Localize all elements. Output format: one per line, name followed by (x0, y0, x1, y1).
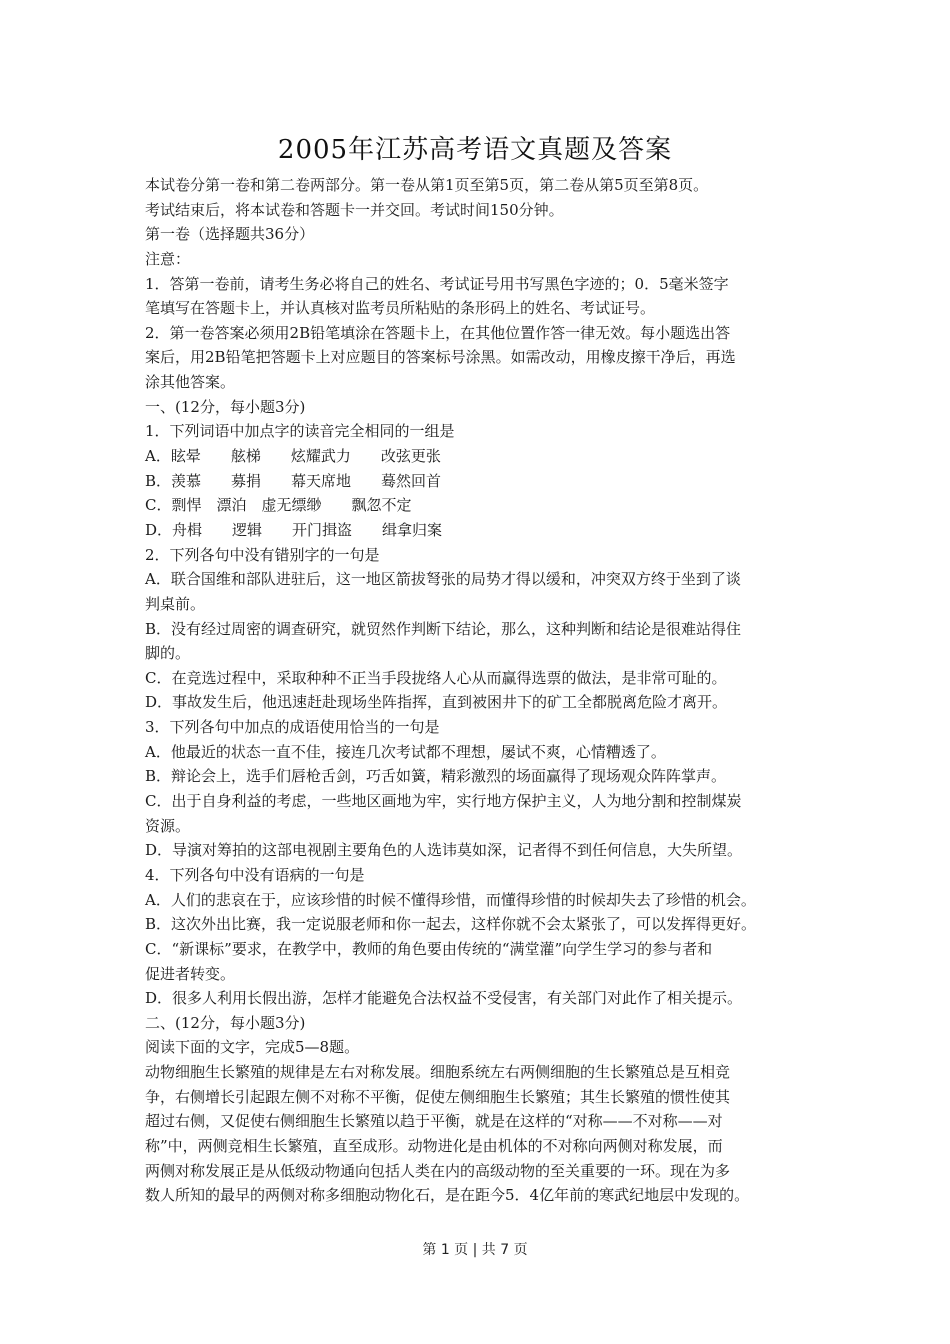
text-line: D．事故发生后，他迅速赶赴现场坐阵指挥，直到被困井下的矿工全都脱离危险才离开。 (145, 693, 728, 712)
text-line: B．这次外出比赛，我一定说服老师和你一起去，这样你就不会太紧张了，可以发挥得更好。 (145, 915, 757, 934)
text-line: C．剽悍 漂泊 虚无缥缈 飘忽不定 (145, 496, 412, 515)
text-line: 1．下列词语中加点字的读音完全相同的一组是 (145, 422, 455, 441)
text-line: 笔填写在答题卡上，并认真核对监考员所粘贴的条形码上的姓名、考试证号。 (145, 299, 656, 318)
text-line: 案后，用2B铅笔把答题卡上对应题目的答案标号涂黑。如需改动，用橡皮擦干净后，再选 (145, 348, 736, 367)
text-line: D．导演对筹拍的这部电视剧主要角色的人选讳莫如深，记者得不到任何信息，大失所望。 (145, 841, 743, 860)
text-line: 2．下列各句中没有错别字的一句是 (145, 545, 380, 564)
text-line: 两侧对称发展正是从低级动物通向包括人类在内的高级动物的至关重要的一环。现在为多 (145, 1161, 731, 1180)
text-line: C．“新课标”要求，在教学中，教师的角色要由传统的“满堂灌”向学生学习的参与者和 (145, 939, 713, 958)
text-line: 考试结束后，将本试卷和答题卡一并交回。考试时间150分钟。 (145, 200, 564, 219)
text-line: 促进者转变。 (145, 964, 236, 983)
text-line: 动物细胞生长繁殖的规律是左右对称发展。细胞系统左右两侧细胞的生长繁殖总是互相竞 (145, 1063, 731, 1082)
text-line: 4．下列各句中没有语病的一句是 (145, 865, 365, 884)
text-line: A．他最近的状态一直不佳，接连几次考试都不理想，屡试不爽，心情糟透了。 (145, 742, 666, 761)
text-line: C．在竞选过程中，采取种种不正当手段拢络人心从而赢得选票的做法，是非常可耻的。 (145, 668, 727, 687)
text-line: 脚的。 (145, 644, 191, 663)
text-line: C．出于自身利益的考虑，一些地区画地为牢，实行地方保护主义，人为地分割和控制煤炭 (145, 792, 742, 811)
page-footer: 第 1 页 | 共 7 页 (422, 1242, 528, 1258)
text-line: 1．答第一卷前，请考生务必将自己的姓名、考试证号用书写黑色字迹的；0．5毫米签字 (145, 274, 729, 293)
text-line: 注意： (145, 249, 191, 268)
text-line: B．羡慕 募捐 幕天席地 蓦然回首 (145, 471, 442, 490)
text-line: 称”中，两侧竞相生长繁殖，直至成形。动物进化是由机体的不对称向两侧对称发展，而 (145, 1136, 723, 1155)
text-line: 争，右侧增长引起跟左侧不对称不平衡，促使左侧细胞生长繁殖；其生长繁殖的惯性使其 (145, 1087, 731, 1106)
text-line: 阅读下面的文字，完成5—8题。 (145, 1038, 360, 1057)
text-line: 二、(12分，每小题3分) (145, 1013, 306, 1032)
document-title: 2005年江苏高考语文真题及答案 (277, 135, 673, 165)
text-line: D．舟楫 逻辑 开门揖盗 缉拿归案 (145, 520, 443, 539)
text-line: B．没有经过周密的调查研究，就贸然作判断下结论，那么，这种判断和结论是很难站得住 (145, 619, 742, 638)
text-line: 涂其他答案。 (145, 373, 236, 392)
text-line: B．辩论会上，选手们唇枪舌剑，巧舌如簧，精彩激烈的场面赢得了现场观众阵阵掌声。 (145, 767, 727, 786)
text-line: D．很多人利用长假出游，怎样才能避免合法权益不受侵害，有关部门对此作了相关提示。 (145, 989, 743, 1008)
text-line: 3．下列各句中加点的成语使用恰当的一句是 (145, 718, 440, 737)
text-line: 超过右侧，又促使右侧细胞生长繁殖以趋于平衡，就是在这样的“对称——不对称——对 (145, 1112, 723, 1131)
text-line: 本试卷分第一卷和第二卷两部分。第一卷从第1页至第5页，第二卷从第5页至第8页。 (145, 176, 709, 194)
text-line: A．人们的悲哀在于，应该珍惜的时候不懂得珍惜，而懂得珍惜的时候却失去了珍惜的机会。 (145, 890, 756, 909)
text-line: A．联合国维和部队进驻后，这一地区箭拔弩张的局势才得以缓和，冲突双方终于坐到了谈 (145, 570, 741, 589)
text-line: A．眩晕 舷梯 炫耀武力 改弦更张 (145, 447, 441, 466)
text-line: 第一卷（选择题共36分） (145, 225, 315, 244)
text-line: 资源。 (145, 816, 191, 835)
document-body (145, 173, 825, 1208)
text-line: 数人所知的最早的两侧对称多细胞动物化石，是在距今5．4亿年前的寒武纪地层中发现的。 (145, 1186, 750, 1205)
text-line: 判桌前。 (145, 594, 206, 613)
text-line: 一、(12分，每小题3分) (145, 397, 306, 416)
text-line: 2．第一卷答案必须用2B铅笔填涂在答题卡上，在其他位置作答一律无效。每小题选出答 (145, 323, 731, 342)
